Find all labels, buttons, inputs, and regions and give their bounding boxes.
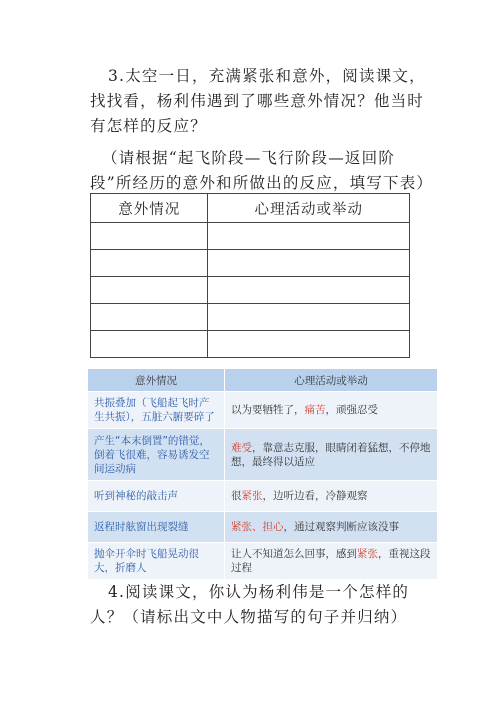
answer-row [88,429,438,481]
answer-row [88,543,438,580]
question-3-text: 3.太空一日，充满紧张和意外，阅读课文，找找看，杨利伟遇到了哪些意外情况？他当时有怎样的反应？ [90,67,426,135]
emotion-highlight: 紧张 [241,490,263,502]
answer-reaction: 让人不知道怎么回事，感到紧张，重视这段过程 [225,543,438,580]
emotion-highlight: 痛苦 [304,404,326,416]
blank-row [91,304,410,331]
answer-reaction: 难受，靠意志克服，眼睛闭着猛想，不停地想，最终得以适应 [225,429,438,481]
emotion-highlight: 紧张、担心 [231,521,284,533]
blank-cell[interactable] [208,250,410,277]
blank-row [91,331,410,358]
answer-reaction: 以为要牺牲了，痛苦，顽强忍受 [225,392,438,429]
answer-header-reaction: 心理活动或举动 [225,369,438,392]
blank-header-reaction: 心理活动或举动 [208,194,410,223]
answer-situation: 返程时舷窗出现裂缝 [88,512,225,543]
emotion-highlight: 难受 [231,441,252,454]
blank-row [91,223,410,250]
blank-cell[interactable] [91,223,208,250]
blank-cell[interactable] [91,304,208,331]
answer-situation: 共振叠加（飞船起飞时产生共振），五脏六腑要碎了 [88,392,225,429]
answer-situation: 产生“本末倒置”的错觉，倒着飞很难，容易诱发空间运动病 [88,429,225,481]
blank-header-situation: 意外情况 [91,194,208,223]
blank-cell[interactable] [91,277,208,304]
answer-reaction: 紧张、担心，通过观察判断应该没事 [225,512,438,543]
instruction-hint: （请根据“起飞阶段—飞行阶段—返回阶段”所经历的意外和所做出的反应，填写下表） [90,149,434,192]
blank-cell[interactable] [208,223,410,250]
question-4-text: 4.阅读课文，你认为杨利伟是一个怎样的人？（请标出文中人物描写的句子并归纳） [90,583,410,626]
emotion-highlight: 紧张 [357,548,378,560]
answer-situation: 听到神秘的敲击声 [88,481,225,512]
blank-cell[interactable] [208,277,410,304]
answer-situation: 抛伞开伞时飞船晃动很大，折磨人 [88,543,225,580]
answer-row [88,392,438,429]
blank-answer-table [90,193,410,358]
blank-row [91,250,410,277]
blank-cell[interactable] [208,331,410,358]
blank-cell[interactable] [91,250,208,277]
answer-reaction: 很紧张，边听边看，冷静观察 [225,481,438,512]
answer-row [88,481,438,512]
blank-row [91,277,410,304]
blank-cell[interactable] [208,304,410,331]
blank-cell[interactable] [91,331,208,358]
answer-header-situation: 意外情况 [88,369,225,392]
answer-key-table [87,368,438,580]
answer-row [88,512,438,543]
